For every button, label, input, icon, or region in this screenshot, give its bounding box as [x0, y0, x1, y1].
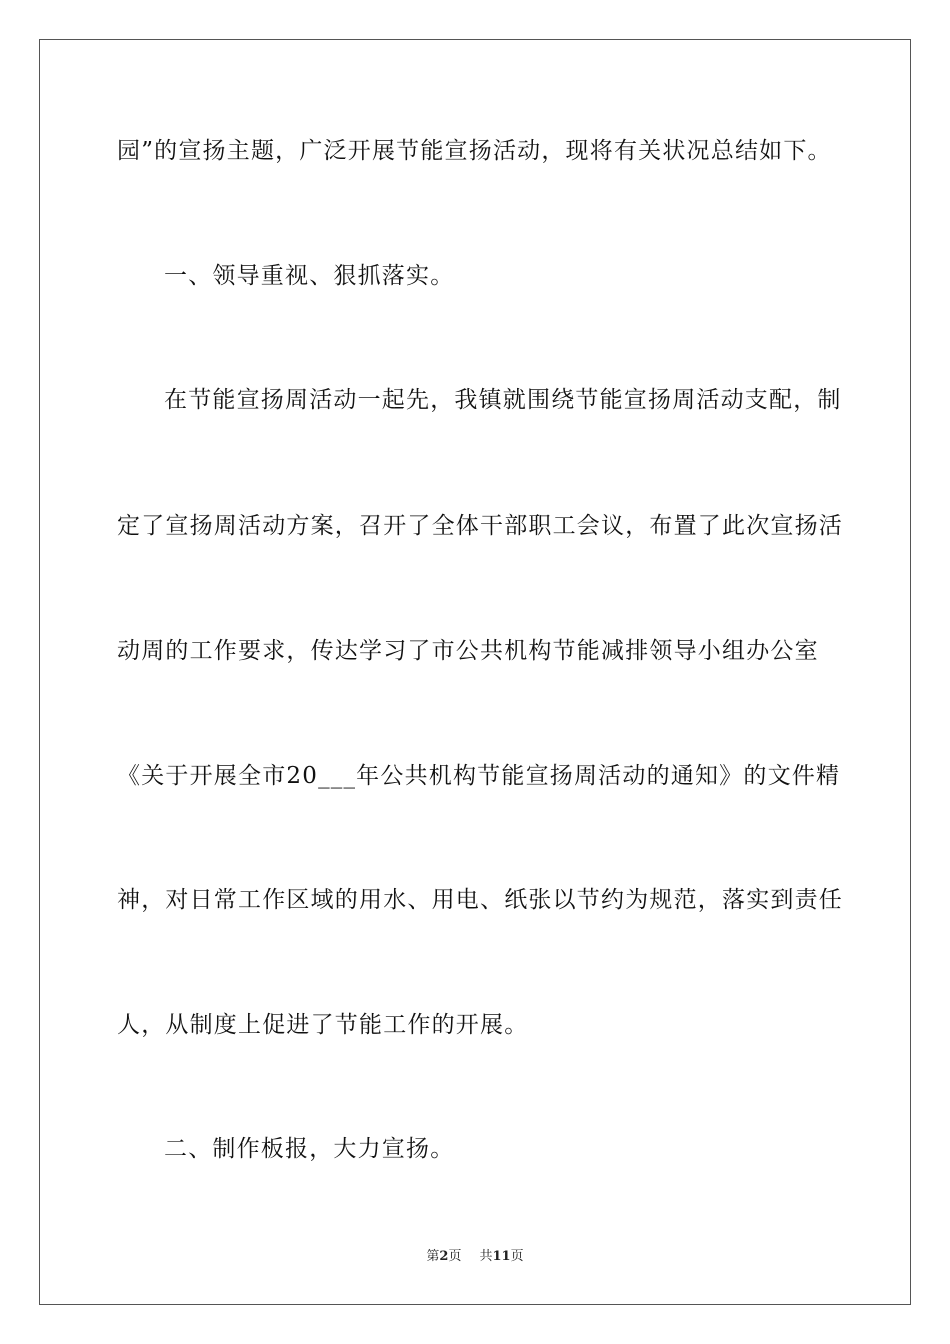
page-footer	[0, 1248, 950, 1266]
body-text-line-6: 神，对日常工作区域的用水、用电、纸张以节约为规范，落实到责任	[117, 887, 843, 913]
section-heading-2: 二、制作板报，大力宣扬。	[164, 1136, 455, 1162]
body-text-line-4: 动周的工作要求，传达学习了市公共机构节能减排领导小组办公室	[117, 638, 819, 664]
footer-page-number: 2	[439, 1249, 449, 1264]
body-text-line-3: 定了宣扬周活动方案，召开了全体干部职工会议，布置了此次宣扬活	[117, 513, 843, 539]
body-text-line-2: 在节能宣扬周活动一起先，我镇就围绕节能宣扬周活动支配，制	[164, 387, 842, 413]
section-heading-1: 一、领导重视、狠抓落实。	[164, 263, 455, 289]
body-text-line-5: 《关于开展全市20___年公共机构节能宣扬周活动的通知》的文件精	[117, 763, 841, 789]
footer-total-suffix: 页	[510, 1249, 524, 1264]
footer-page-suffix: 页	[448, 1249, 462, 1264]
body-text-line-7: 人，从制度上促进了节能工作的开展。	[117, 1012, 529, 1038]
footer-page-prefix: 第	[426, 1249, 440, 1264]
footer-total-pages: 11	[492, 1249, 511, 1264]
body-text-line-1: 园”的宣扬主题，广泛开展节能宣扬活动，现将有关状况总结如下。	[117, 138, 832, 164]
page-border	[39, 39, 911, 1305]
footer-total-prefix: 共	[479, 1249, 493, 1264]
